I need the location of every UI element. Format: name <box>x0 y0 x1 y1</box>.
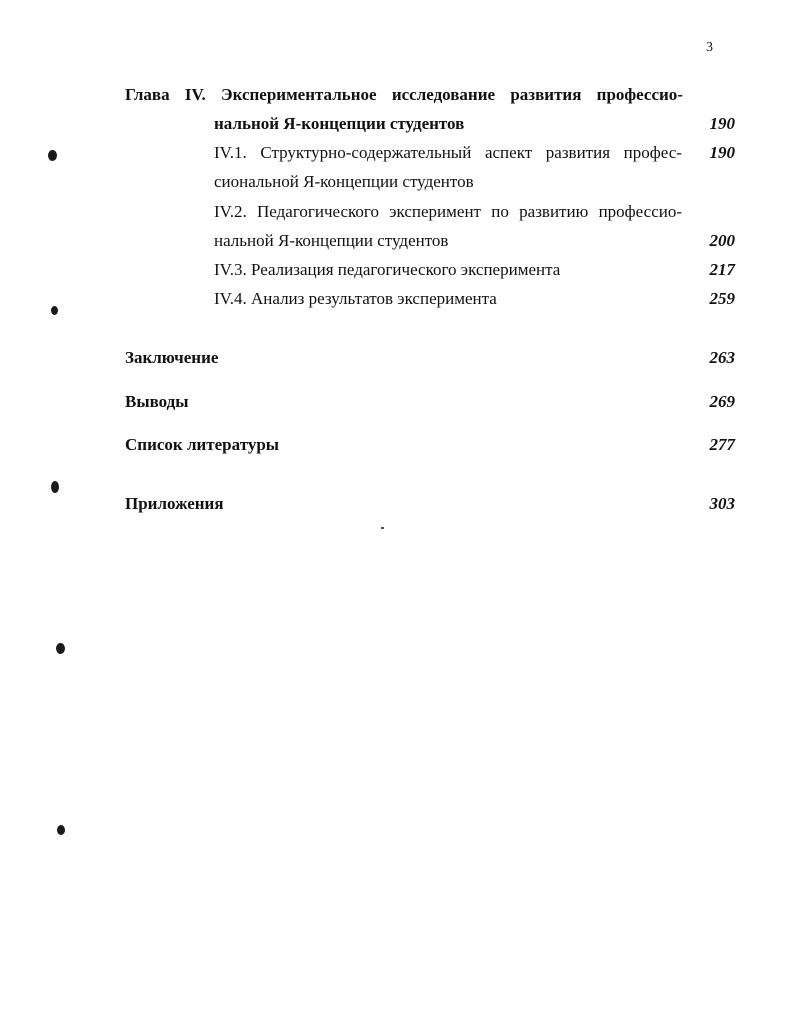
entry-conclusion: Заключение <box>125 348 219 367</box>
section-word: профессио- <box>598 202 682 221</box>
entry-conclusion-page: 263 <box>709 348 735 367</box>
punch-hole-mark <box>51 306 58 315</box>
entry-findings-page: 269 <box>709 392 735 411</box>
chapter-word: профессио- <box>596 85 683 104</box>
chapter-word: развития <box>510 85 582 104</box>
punch-hole-mark <box>51 481 59 493</box>
section-3-line1: IV.3. Реализация педагогического эксперимента <box>214 260 561 279</box>
section-word: развитию <box>519 202 589 221</box>
section-2-line2: нальной Я-концепции студентов <box>214 231 449 250</box>
entry-bibliography-page: 277 <box>709 435 735 454</box>
entry-bibliography: Список литературы <box>125 435 280 454</box>
entry-findings: Выводы <box>125 392 189 411</box>
punch-hole-mark <box>57 825 65 835</box>
section-word: IV.2. <box>214 202 247 221</box>
section-word: развития <box>545 143 611 162</box>
entry-appendices: Приложения <box>125 494 224 513</box>
section-4-page: 259 <box>709 289 735 308</box>
section-1-line2: сиональной Я-концепции студентов <box>214 172 474 191</box>
section-word: профес- <box>623 143 682 162</box>
chapter-page: 190 <box>709 114 735 133</box>
section-word: Структурно-содержательный <box>260 143 472 162</box>
entry-appendices-page: 303 <box>709 494 735 513</box>
section-2-line1 <box>214 202 682 222</box>
punch-hole-mark <box>56 643 65 654</box>
section-4-line1: IV.4. Анализ результатов эксперимента <box>214 289 497 308</box>
chapter-word: Глава <box>125 85 170 104</box>
chapter-title-line2: нальной Я-концепции студентов <box>214 114 465 133</box>
chapter-title-line1 <box>125 85 683 105</box>
section-1-page: 190 <box>709 143 735 162</box>
chapter-word: исследование <box>391 85 496 104</box>
section-3-page: 217 <box>709 260 735 279</box>
scan-speck <box>381 527 384 529</box>
section-word: аспект <box>484 143 533 162</box>
section-word: по <box>491 202 509 221</box>
section-word: Педагогического <box>257 202 379 221</box>
section-1-line1 <box>214 143 682 163</box>
punch-hole-mark <box>48 150 57 161</box>
page-number: 3 <box>706 40 713 55</box>
section-2-page: 200 <box>709 231 735 250</box>
section-word: эксперимент <box>389 202 481 221</box>
section-word: IV.1. <box>214 143 247 162</box>
chapter-word: Экспериментальное <box>221 85 377 104</box>
chapter-word: IV. <box>184 85 206 104</box>
